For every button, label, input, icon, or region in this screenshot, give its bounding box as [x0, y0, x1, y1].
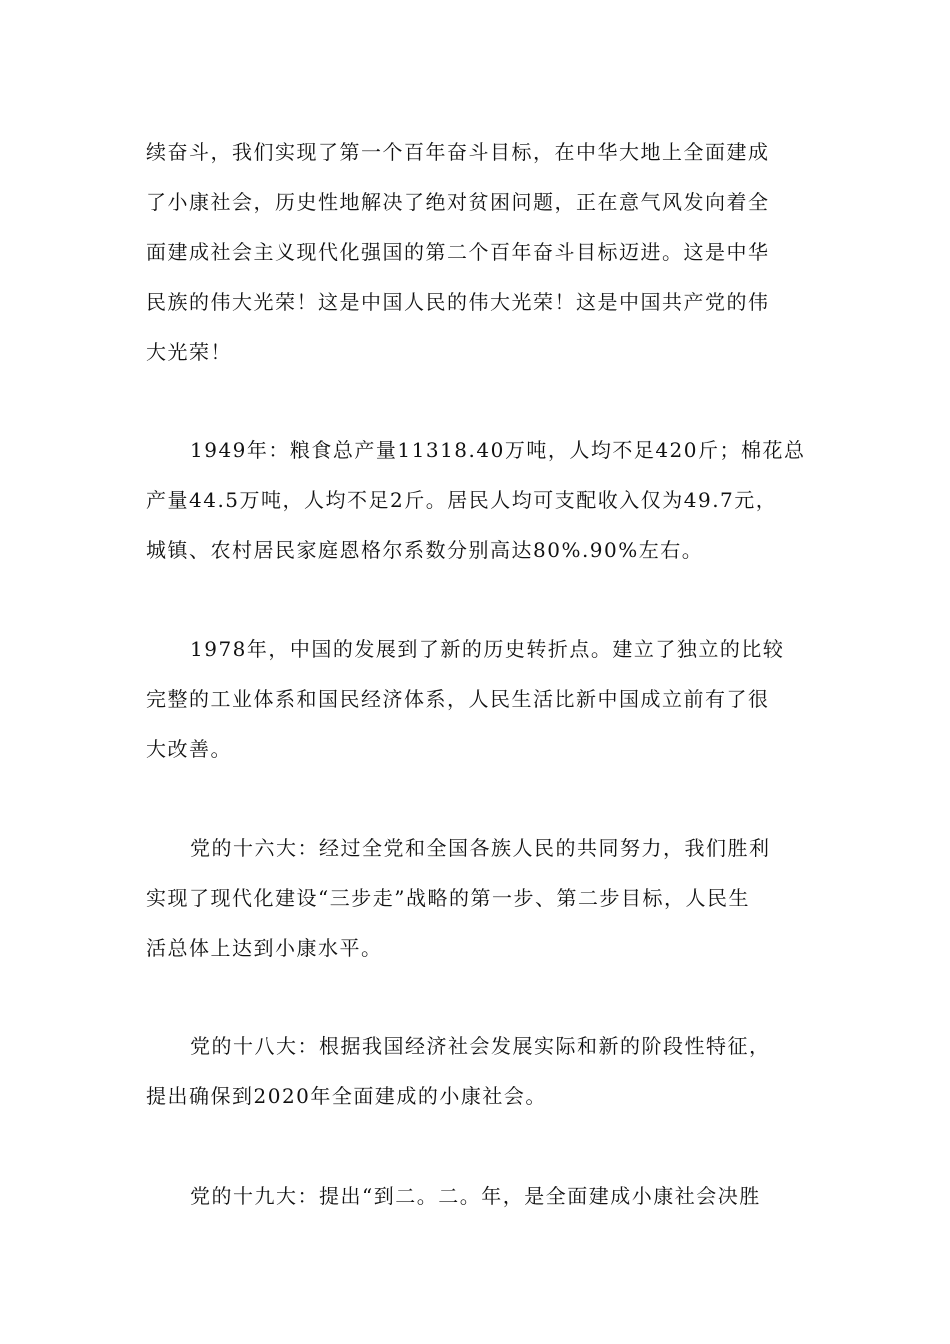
text-line: 党的十六大：经过全党和全国各族人民的共同努力，我们胜利	[190, 836, 771, 860]
paragraph-16th-congress	[146, 823, 826, 973]
paragraph-19th-congress	[146, 1171, 826, 1221]
text-line: 提出确保到2020年全面建成的小康社会。	[146, 1084, 547, 1108]
text-line: 民族的伟大光荣！这是中国人民的伟大光荣！这是中国共产党的伟	[146, 290, 770, 314]
paragraph-1978	[146, 624, 826, 774]
text-line: 续奋斗，我们实现了第一个百年奋斗目标，在中华大地上全面建成	[146, 140, 770, 164]
text-line: 活总体上达到小康水平。	[146, 936, 383, 960]
text-line: 大光荣！	[146, 340, 232, 364]
text-line: 大改善。	[146, 737, 232, 761]
paragraph-continuation	[146, 127, 826, 377]
text-line: 实现了现代化建设“三步走”战略的第一步、第二步目标，人民生	[146, 886, 750, 910]
text-line: 城镇、农村居民家庭恩格尔系数分别高达80%.90%左右。	[146, 538, 704, 562]
text-line: 党的十九大：提出“到二。二。年，是全面建成小康社会决胜	[190, 1184, 761, 1208]
text-line: 了小康社会，历史性地解决了绝对贫困问题，正在意气风发向着全	[146, 190, 770, 214]
text-line: 党的十八大：根据我国经济社会发展实际和新的阶段性特征，	[190, 1034, 771, 1058]
paragraph-18th-congress	[146, 1021, 826, 1121]
text-line: 1978年，中国的发展到了新的历史转折点。建立了独立的比较	[190, 637, 785, 661]
text-line: 产量44.5万吨，人均不足2斤。居民人均可支配收入仅为49.7元，	[146, 488, 778, 512]
text-line: 面建成社会主义现代化强国的第二个百年奋斗目标迈进。这是中华	[146, 240, 770, 264]
text-line: 完整的工业体系和国民经济体系，人民生活比新中国成立前有了很	[146, 687, 770, 711]
text-line: 1949年：粮食总产量11318.40万吨，人均不足420斤；棉花总	[190, 438, 806, 462]
paragraph-1949	[146, 425, 826, 575]
